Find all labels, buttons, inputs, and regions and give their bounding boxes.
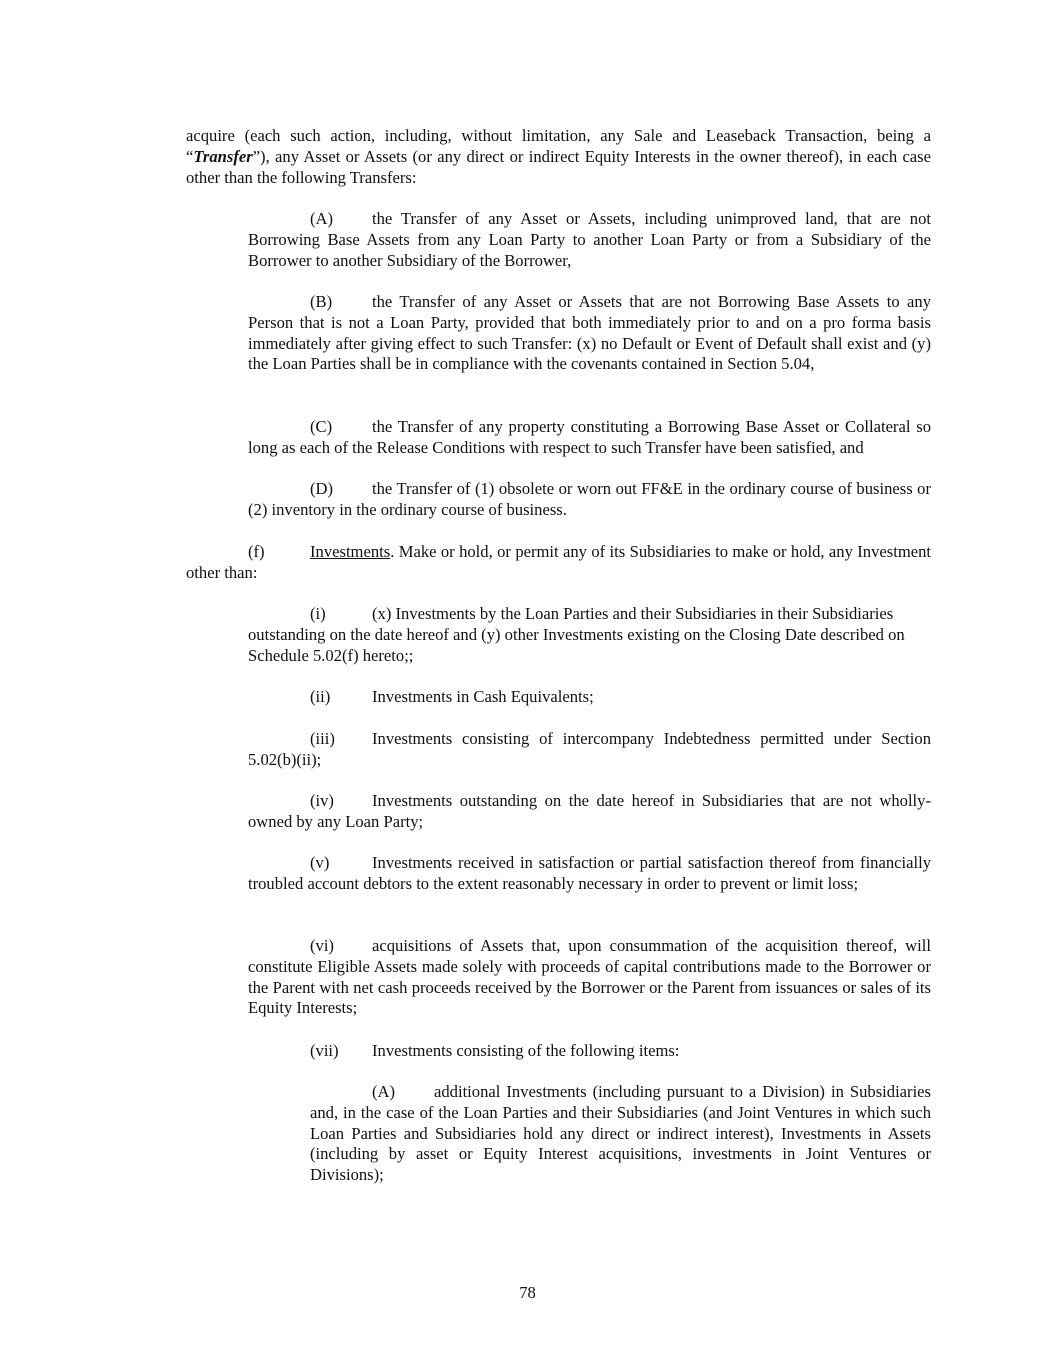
section-text: . Make or hold, or permit any of its Subsidiaries to make or hold, any Investment other than: xyxy=(186,542,931,582)
item-text: acquisitions of Assets that, upon consummation of the acquisition thereof, will constitute Eligible Assets made solely with proceeds of capital contributions made to the Borrower or the Parent with net cash proceeds received by the Borrower or the Parent from issuances or sales of its Equity Interests; xyxy=(248,936,931,1018)
item-label: (i) xyxy=(310,604,326,623)
item-text: additional Investments (including pursuant to a Division) in Subsidiaries and, in the case of the Loan Parties and their Subsidiaries (and Joint Ventures in which such Loan Parties and Subsidiaries hold any direct or indirect interest), Investments in Assets (including by asset or Equity Interest acquisitions, investments in Joint Ventures or Divisions); xyxy=(310,1082,931,1185)
intro-text-start: acquire (each such action, including, without limitation, any Sale and Leaseback Transaction, being a “ xyxy=(186,126,931,166)
item-text: (x) Investments by the Loan Parties and their Subsidiaries in their Subsidiaries outstanding on the date hereof and (y) other Investments existing on the Closing Date described on Schedule 5.02(f) hereto;; xyxy=(248,604,905,665)
section-label: (f) xyxy=(248,542,265,561)
intro-paragraph xyxy=(186,126,931,188)
item-label: (iii) xyxy=(310,729,335,748)
item-label: (D) xyxy=(310,479,334,498)
page-number: 78 xyxy=(519,1283,536,1302)
item-label: (iv) xyxy=(310,791,334,810)
investment-item-vii xyxy=(248,1041,931,1062)
item-text: Investments consisting of intercompany Indebtedness permitted under Section 5.02(b)(ii); xyxy=(248,729,931,769)
transfer-item-c xyxy=(248,417,931,459)
defined-term-transfer: Transfer xyxy=(193,146,253,166)
item-text: Investments in Cash Equivalents; xyxy=(372,687,594,706)
item-label: (A) xyxy=(372,1082,396,1101)
item-text: the Transfer of (1) obsolete or worn out FF&E in the ordinary course of business or (2) inventory in the ordinary course of business. xyxy=(248,479,931,519)
item-label: (vii) xyxy=(310,1041,339,1060)
section-f-investments xyxy=(186,542,931,584)
item-text: Investments consisting of the following items: xyxy=(372,1041,680,1060)
investment-item-iv xyxy=(248,791,931,833)
item-label: (ii) xyxy=(310,687,331,706)
investment-item-i xyxy=(248,604,931,666)
transfer-item-d xyxy=(248,479,931,521)
item-label: (B) xyxy=(310,292,333,311)
section-heading: Investments xyxy=(310,542,391,561)
item-label: (C) xyxy=(310,417,333,436)
item-label: (A) xyxy=(310,209,334,228)
investment-item-ii xyxy=(248,687,931,708)
investment-item-vi xyxy=(248,936,931,1019)
item-text: the Transfer of any Asset or Assets that are not Borrowing Base Assets to any Person that is not a Loan Party, provided that both immediately prior to and on a pro forma basis immediately after giving effect to such Transfer: (x) no Default or Event of Default shall exist and (y) the Loan Parties shall be in compliance with the covenants contained in Section 5.04, xyxy=(248,292,931,374)
investment-item-v xyxy=(248,853,931,895)
intro-text-end: ”), any Asset or Assets (or any direct or indirect Equity Interests in the owner thereof), in each case other than the following Transfers: xyxy=(186,146,931,187)
item-text: Investments received in satisfaction or partial satisfaction thereof from financially troubled account debtors to the extent reasonably necessary in order to prevent or limit loss; xyxy=(248,853,931,893)
item-text: Investments outstanding on the date hereof in Subsidiaries that are not wholly-owned by any Loan Party; xyxy=(248,791,931,831)
item-label: (vi) xyxy=(310,936,334,955)
item-text: the Transfer of any Asset or Assets, including unimproved land, that are not Borrowing Base Assets from any Loan Party to another Loan Party or from a Subsidiary of the Borrower to another Subsidiary of the Borrower, xyxy=(248,209,931,270)
item-text: the Transfer of any property constituting a Borrowing Base Asset or Collateral so long as each of the Release Conditions with respect to such Transfer have been satisfied, and xyxy=(248,417,931,457)
transfer-item-b xyxy=(248,292,931,375)
item-label: (v) xyxy=(310,853,330,872)
investment-item-iii xyxy=(248,729,931,771)
sub-item-vii-a xyxy=(310,1082,931,1186)
transfer-item-a xyxy=(248,209,931,271)
